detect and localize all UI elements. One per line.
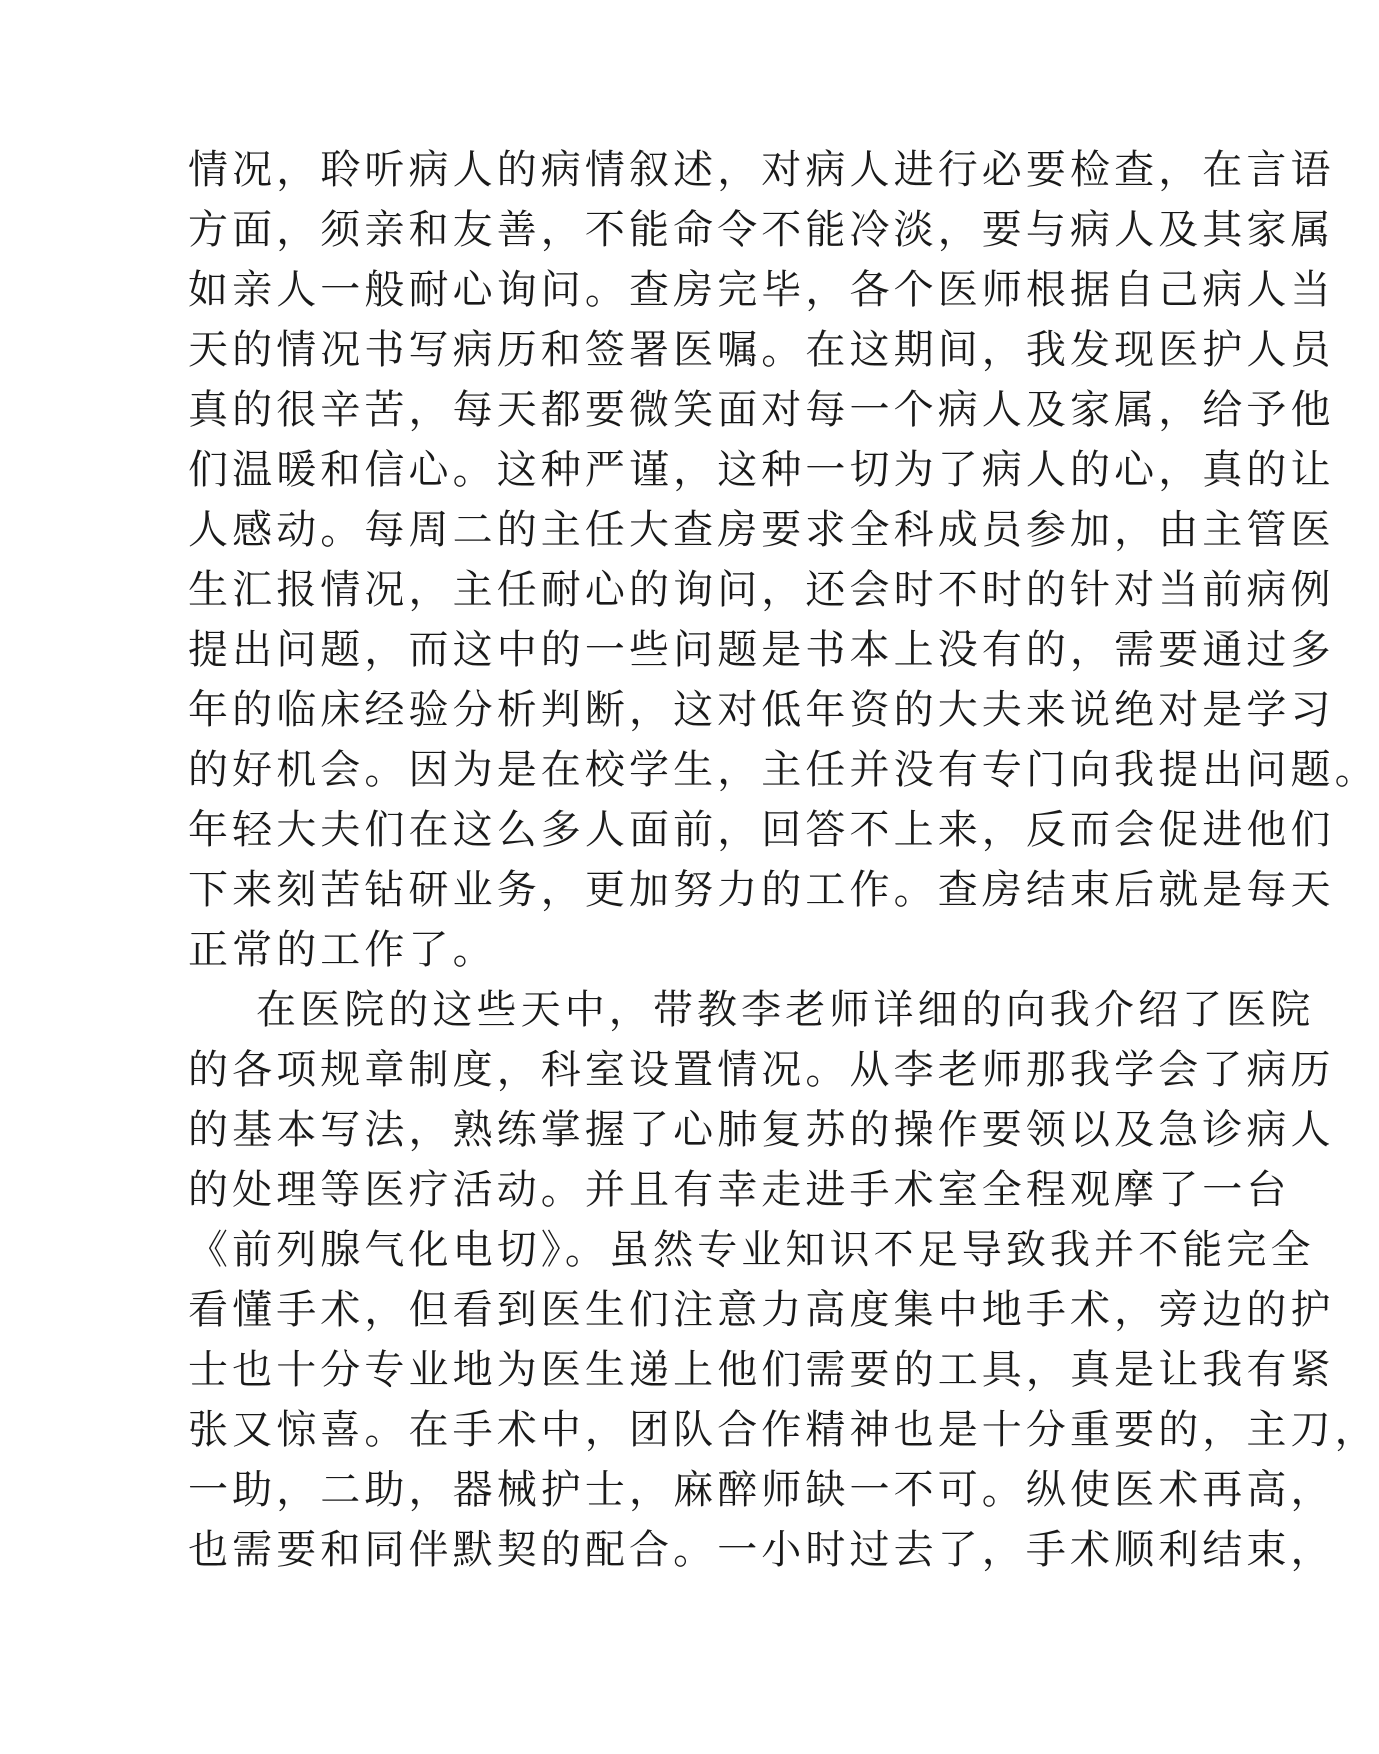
text-line: 士也十分专业地为医生递上他们需要的工具，真是让我有紧	[188, 1347, 1335, 1393]
text-line: 天的情况书写病历和签署医嘱。在这期间，我发现医护人员	[188, 327, 1335, 373]
text-line: 的各项规章制度，科室设置情况。从李老师那我学会了病历	[188, 1047, 1335, 1093]
text-line: 下来刻苦钻研业务，更加努力的工作。查房结束后就是每天	[188, 867, 1335, 913]
text-line: 情况，聆听病人的病情叙述，对病人进行必要检查，在言语	[188, 147, 1335, 193]
text-line: 年的临床经验分析判断，这对低年资的大夫来说绝对是学习	[188, 687, 1335, 733]
text-line: 也需要和同伴默契的配合。一小时过去了，手术顺利结束，	[188, 1527, 1335, 1573]
text-line: 真的很辛苦，每天都要微笑面对每一个病人及家属，给予他	[188, 387, 1335, 433]
text-line: 一助，二助，器械护士，麻醉师缺一不可。纵使医术再高，	[188, 1467, 1335, 1513]
text-line: 如亲人一般耐心询问。查房完毕，各个医师根据自己病人当	[188, 267, 1335, 313]
text-line: 正常的工作了。	[188, 927, 497, 973]
text-line: 张又惊喜。在手术中，团队合作精神也是十分重要的，主刀，	[188, 1407, 1379, 1453]
paragraph-first-line: 在医院的这些天中，带教李老师详细的向我介绍了医院	[256, 987, 1315, 1033]
text-line: 的基本写法，熟练掌握了心肺复苏的操作要领以及急诊病人	[188, 1107, 1335, 1153]
text-line: 提出问题，而这中的一些问题是书本上没有的，需要通过多	[188, 627, 1335, 673]
text-line: 看懂手术，但看到医生们注意力高度集中地手术，旁边的护	[188, 1287, 1335, 1333]
text-line: 年轻大夫们在这么多人面前，回答不上来，反而会促进他们	[188, 807, 1335, 853]
text-line: 的好机会。因为是在校学生，主任并没有专门向我提出问题。	[188, 747, 1379, 793]
text-line: 们温暖和信心。这种严谨，这种一切为了病人的心，真的让	[188, 447, 1335, 493]
text-line: 方面，须亲和友善，不能命令不能冷淡，要与病人及其家属	[188, 207, 1335, 253]
text-line: 生汇报情况，主任耐心的询问，还会时不时的针对当前病例	[188, 567, 1335, 613]
text-line: 的处理等医疗活动。并且有幸走进手术室全程观摩了一台	[188, 1167, 1291, 1213]
text-line: 人感动。每周二的主任大查房要求全科成员参加，由主管医	[188, 507, 1335, 553]
text-line: 《前列腺气化电切》。虽然专业知识不足导致我并不能完全	[188, 1227, 1315, 1273]
